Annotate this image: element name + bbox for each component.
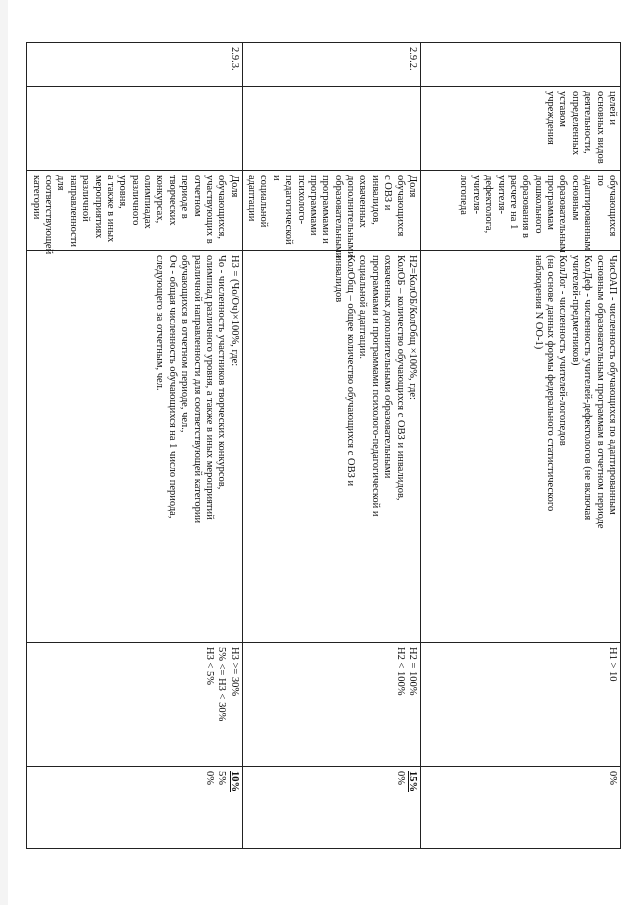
formula-line: КолДеф - численность учителей-дефектологов (не включая <box>582 255 594 521</box>
goal-line: целей и <box>607 91 618 126</box>
indicator-line: соответствующей <box>43 175 55 255</box>
criterion: Н2 = 100% <box>407 647 418 696</box>
indicator-line: адаптации <box>246 175 258 222</box>
points-value: 0% <box>204 771 215 785</box>
indicator-cell <box>27 171 242 255</box>
criteria-cell <box>421 643 621 767</box>
formula-cell <box>421 251 621 643</box>
criterion: Н3 >= 30% <box>228 647 240 697</box>
criteria-table <box>26 42 621 849</box>
formula-line: охваченных дополнительными образовательными <box>382 255 394 479</box>
points-value: 5% <box>216 771 228 785</box>
indicator-line: педагогической и <box>270 175 295 248</box>
indicator-line: основным <box>569 175 581 221</box>
formula-line: программами и программами психолого-педагогической и <box>369 255 381 517</box>
points-cell <box>242 767 420 849</box>
criterion: 5% <= Н3 < 30% <box>216 647 228 722</box>
formula-line: Оч - общая численность обучающихся на 1 число периода, <box>166 255 178 519</box>
row-number: 2.9.3. <box>228 47 240 71</box>
formula-line: (на основе данных формы федерального статистического <box>545 255 557 512</box>
formula-line: ЧисОАП - численность обучающихся по адаптированным <box>607 255 618 515</box>
indicator-line: мероприятиях <box>92 175 104 239</box>
indicator-line: адаптированным <box>582 175 594 251</box>
goal-line: уставом <box>557 91 569 127</box>
criteria-cell <box>242 643 420 767</box>
indicator-cell <box>421 171 621 251</box>
indicator-line: с ОВЗ и инвалидов, <box>369 175 394 225</box>
formula-line: следующего за отчетным, чел. <box>154 255 166 391</box>
indicator-line: охваченных <box>357 175 369 228</box>
indicator-line: образования в <box>520 175 532 238</box>
formula-line: социальной адаптации. <box>357 255 369 360</box>
indicator-line: олимпиадах <box>142 175 154 229</box>
indicator-line: а также в иных <box>105 175 116 243</box>
indicator-line: конкурсах, <box>154 175 166 224</box>
indicator-line: различного уровня, <box>117 175 141 228</box>
formula-cell <box>27 251 242 643</box>
formula-line: КолОбщ – общее количество обучающихся с ОВЗ и <box>345 255 357 487</box>
points-value: 15% <box>407 771 418 792</box>
indicator-line: расчете на 1 <box>508 175 519 230</box>
indicator-line: психолого- <box>295 175 307 225</box>
indicator-cell <box>242 171 420 259</box>
goal-line: учреждения <box>545 91 557 145</box>
indicator-line: социальной <box>258 175 270 228</box>
goal-cell <box>27 87 242 171</box>
indicator-line: Доля обучающихся, <box>216 175 240 239</box>
indicator-line: творческих <box>166 175 178 226</box>
points-value: 0% <box>607 771 618 785</box>
row-number-cell <box>242 43 420 87</box>
formula-line: Н2=КолОБ/КолОбщ ×100%, где: <box>407 255 418 400</box>
indicator-line: направленности для <box>55 175 79 250</box>
formula-line: различной направленности для соответствующей категории <box>191 255 203 524</box>
points-value: 0% <box>394 771 406 785</box>
row-number-cell <box>421 43 621 87</box>
indicator-line: обучающихся по <box>594 175 618 239</box>
indicator-line: Доля обучающихся <box>394 175 418 237</box>
indicator-line: различной <box>80 175 92 222</box>
formula-line: Н3 = (Чо/Оч)×100%, где: <box>228 255 240 367</box>
indicator-line: дополнительными <box>345 175 357 258</box>
indicator-line: категории <box>30 175 42 220</box>
formula-line: инвалидов <box>332 255 344 303</box>
indicator-line: учителя-логопеда <box>458 175 482 215</box>
criterion: Н1 > 10 <box>607 647 618 682</box>
indicator-line: участвующих в <box>204 175 215 244</box>
table-row <box>27 43 242 849</box>
formula-line: олимпиад различного уровня, а также в иных мероприятий <box>204 255 215 520</box>
formula-line: КолОБ – количество обучающихся с ОВЗ и инвалидов, <box>394 255 406 501</box>
indicator-line: образовательными <box>332 175 344 259</box>
indicator-line: программами и <box>320 175 332 244</box>
points-cell <box>27 767 242 849</box>
formula-line: наблюдения N OO-1) <box>532 255 544 350</box>
row-number-cell <box>27 43 242 87</box>
formula-line: учителей-предметников) <box>569 255 581 366</box>
indicator-line: программами <box>308 175 319 236</box>
indicator-line: образовательным <box>557 175 569 253</box>
indicator-line: дошкольного <box>532 175 544 234</box>
goal-line: определенных <box>569 91 581 156</box>
criterion: Н2 < 100% <box>394 647 406 696</box>
table-row <box>242 43 420 849</box>
rotated-table-wrapper <box>30 42 621 848</box>
goal-cell <box>421 87 621 171</box>
points-value: 10% <box>228 771 240 792</box>
formula-cell <box>242 251 420 643</box>
formula-line: обучающихся в отчетном периоде, чел., <box>179 255 191 433</box>
formula-line: Чо - численность участников творческих конкурсов, <box>216 255 228 490</box>
indicator-line: программам <box>545 175 557 230</box>
goal-line: основных видов <box>594 91 606 164</box>
formula-line: КолЛог - численность учителей-логопедов <box>557 255 569 446</box>
criterion: Н3 < 5% <box>204 647 215 686</box>
goal-line: деятельности, <box>582 91 594 154</box>
indicator-line: учителя- <box>495 175 507 214</box>
indicator-line: дефектолога, <box>483 175 495 234</box>
goal-cell <box>242 87 420 171</box>
table-row <box>421 43 621 849</box>
criteria-cell <box>27 643 242 767</box>
formula-line: основным образовательным программам в отчетном периоде <box>594 255 606 529</box>
indicator-line: отчетном периоде в <box>179 175 203 220</box>
points-cell <box>421 767 621 849</box>
row-number: 2.9.2. <box>407 47 418 71</box>
